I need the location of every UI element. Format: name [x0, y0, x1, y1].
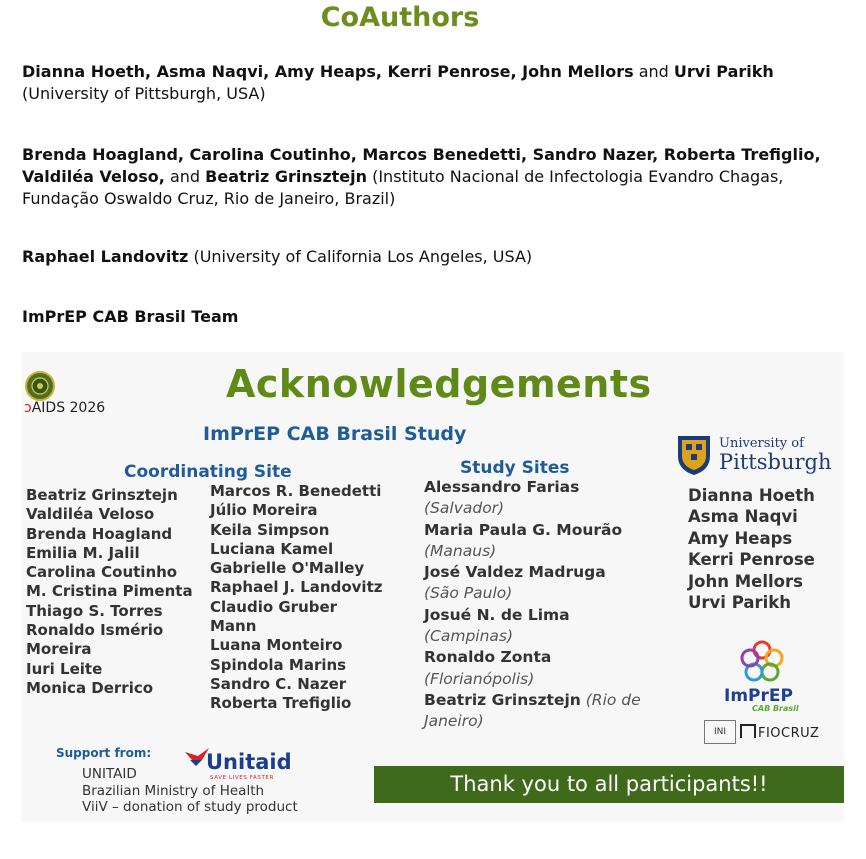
study-sites-list	[424, 477, 649, 733]
list-item: Sandro C. Nazer	[210, 674, 347, 693]
list-item: Moreira	[26, 640, 92, 659]
unitaid-tagline: SAVE LIVES FASTER	[210, 775, 274, 781]
coauthor-group-ucla	[22, 246, 822, 268]
study-title: ImPrEP CAB Brasil Study	[203, 423, 467, 445]
imprep-logo-subtext: CAB Brasil	[752, 704, 799, 713]
affiliation: (University of California Los Angeles, USA)	[188, 247, 533, 266]
list-item: Emilia M. Jalil	[26, 543, 140, 562]
ini-logo: INI	[704, 720, 736, 744]
fiocruz-logo-text: FIOCRUZ	[758, 726, 820, 741]
coauthors-title: CoAuthors	[320, 2, 480, 33]
acknowledgements-title: Acknowledgements	[226, 362, 652, 406]
list-item: Luciana Kamel	[210, 539, 334, 558]
coauthor-names: Raphael Landovitz	[22, 247, 189, 266]
list-item: Urvi Parikh	[688, 593, 791, 613]
study-sites-title: Study Sites	[460, 458, 570, 478]
thank-you-banner: Thank you to all participants!!	[374, 766, 844, 803]
coauthor-names: Urvi Parikh	[673, 62, 774, 81]
imprep-flower-icon	[736, 640, 788, 686]
site-location: (Florianópolis)	[424, 669, 535, 688]
list-item: Asma Naqvi	[688, 507, 798, 527]
site-investigator: Alessandro Farias	[424, 478, 580, 496]
imprep-cab-brasil-logo	[724, 640, 802, 716]
list-item: Brazilian Ministry of Health	[82, 782, 265, 799]
support-list	[82, 766, 298, 816]
coauthor-names: Brenda Hoagland, Carolina Coutinho, Marcos Benedetti, Sandro Nazer, Roberta Trefiglio, Valdiléa Veloso,	[22, 145, 821, 186]
fiocruz-logo	[740, 724, 819, 741]
site-entry-last	[424, 690, 649, 733]
site-location: (Manaus)	[424, 541, 497, 560]
site-location: (Rio de Janeiro)	[424, 690, 641, 731]
coordinating-site-column-1	[26, 486, 193, 698]
list-item: John Mellors	[688, 571, 803, 591]
list-item: M. Cristina Pimenta	[26, 582, 193, 601]
site-investigator: Maria Paula G. Mourão	[424, 520, 623, 539]
list-item: Brenda Hoagland	[26, 524, 173, 543]
list-item: UNITAID	[82, 766, 137, 782]
list-item: Thiago S. Torres	[26, 601, 163, 620]
unitaid-logo-text: Unitaid	[206, 750, 292, 774]
list-item: Marcos R. Benedetti	[210, 482, 382, 500]
list-item: Monica Derrico	[26, 678, 154, 697]
aids-conference-logo	[24, 400, 105, 416]
list-item: Beatriz Grinsztejn	[26, 486, 178, 504]
list-item: Spindola Marins	[210, 655, 347, 674]
site-investigator: Ronaldo Zonta	[424, 648, 552, 667]
conjunction: and	[164, 167, 206, 186]
coauthor-group-team	[22, 306, 822, 328]
list-item: Gabrielle O'Malley	[210, 559, 365, 578]
list-item: Carolina Coutinho	[26, 563, 178, 582]
list-item: Roberta Trefiglio	[210, 694, 352, 713]
conjunction: and	[633, 62, 674, 81]
pitt-logo-line1: University of	[719, 436, 804, 451]
list-item: Claudio Gruber	[210, 597, 338, 616]
list-item: Keila Simpson	[210, 520, 330, 539]
red-ribbon-icon: ↄ	[24, 400, 32, 416]
list-item: Valdiléa Veloso	[26, 505, 155, 524]
affiliation: (University of Pittsburgh, USA)	[22, 84, 266, 103]
coauthor-names: Beatriz Grinsztejn	[205, 167, 367, 186]
coordinating-site-column-2	[210, 482, 382, 714]
list-item: Júlio Moreira	[210, 501, 318, 520]
coordinating-site-title: Coordinating Site	[124, 462, 292, 482]
list-item: Raphael J. Landovitz	[210, 578, 383, 597]
pitt-logo-line2: Pittsburgh	[719, 450, 832, 474]
list-item: Amy Heaps	[688, 528, 793, 548]
site-location: (São Paulo)	[424, 584, 513, 603]
coauthor-group-fiocruz	[22, 144, 822, 210]
imprep-logo-text: ImPrEP	[724, 686, 793, 706]
list-item: Iuri Leite	[26, 659, 103, 678]
aids-label-text: AIDS 2026	[31, 400, 106, 416]
site-location: (Campinas)	[424, 627, 514, 646]
conference-seal-icon	[24, 370, 56, 402]
site-location: (Salvador)	[424, 499, 505, 518]
list-item: Dianna Hoeth	[688, 486, 815, 505]
site-investigator: Beatriz Grinsztejn	[424, 690, 581, 709]
pitt-shield-icon	[676, 432, 712, 476]
list-item: Luana Monteiro	[210, 636, 343, 655]
fiocruz-icon	[740, 724, 756, 738]
list-item: Mann	[210, 617, 257, 636]
site-investigator: Josué N. de Lima	[424, 605, 570, 624]
team-name: ImPrEP CAB Brasil Team	[22, 307, 239, 326]
coauthor-names: Dianna Hoeth, Asma Naqvi, Amy Heaps, Kerri Penrose, John Mellors	[22, 62, 634, 81]
list-item: Ronaldo Ismério	[26, 621, 164, 640]
support-title: Support from:	[56, 746, 152, 760]
affiliation: (Instituto Nacional de Infectologia Evandro Chagas, Fundação Oswaldo Cruz, Rio de Janeiro, Brazil)	[22, 167, 784, 208]
pittsburgh-names-list	[688, 485, 815, 613]
site-investigator: José Valdez Madruga	[424, 563, 606, 582]
list-item: ViiV – donation of study product	[82, 799, 298, 815]
list-item: Kerri Penrose	[688, 550, 815, 570]
coauthor-group-pittsburgh	[22, 61, 822, 105]
university-of-pittsburgh-logo	[676, 432, 836, 478]
